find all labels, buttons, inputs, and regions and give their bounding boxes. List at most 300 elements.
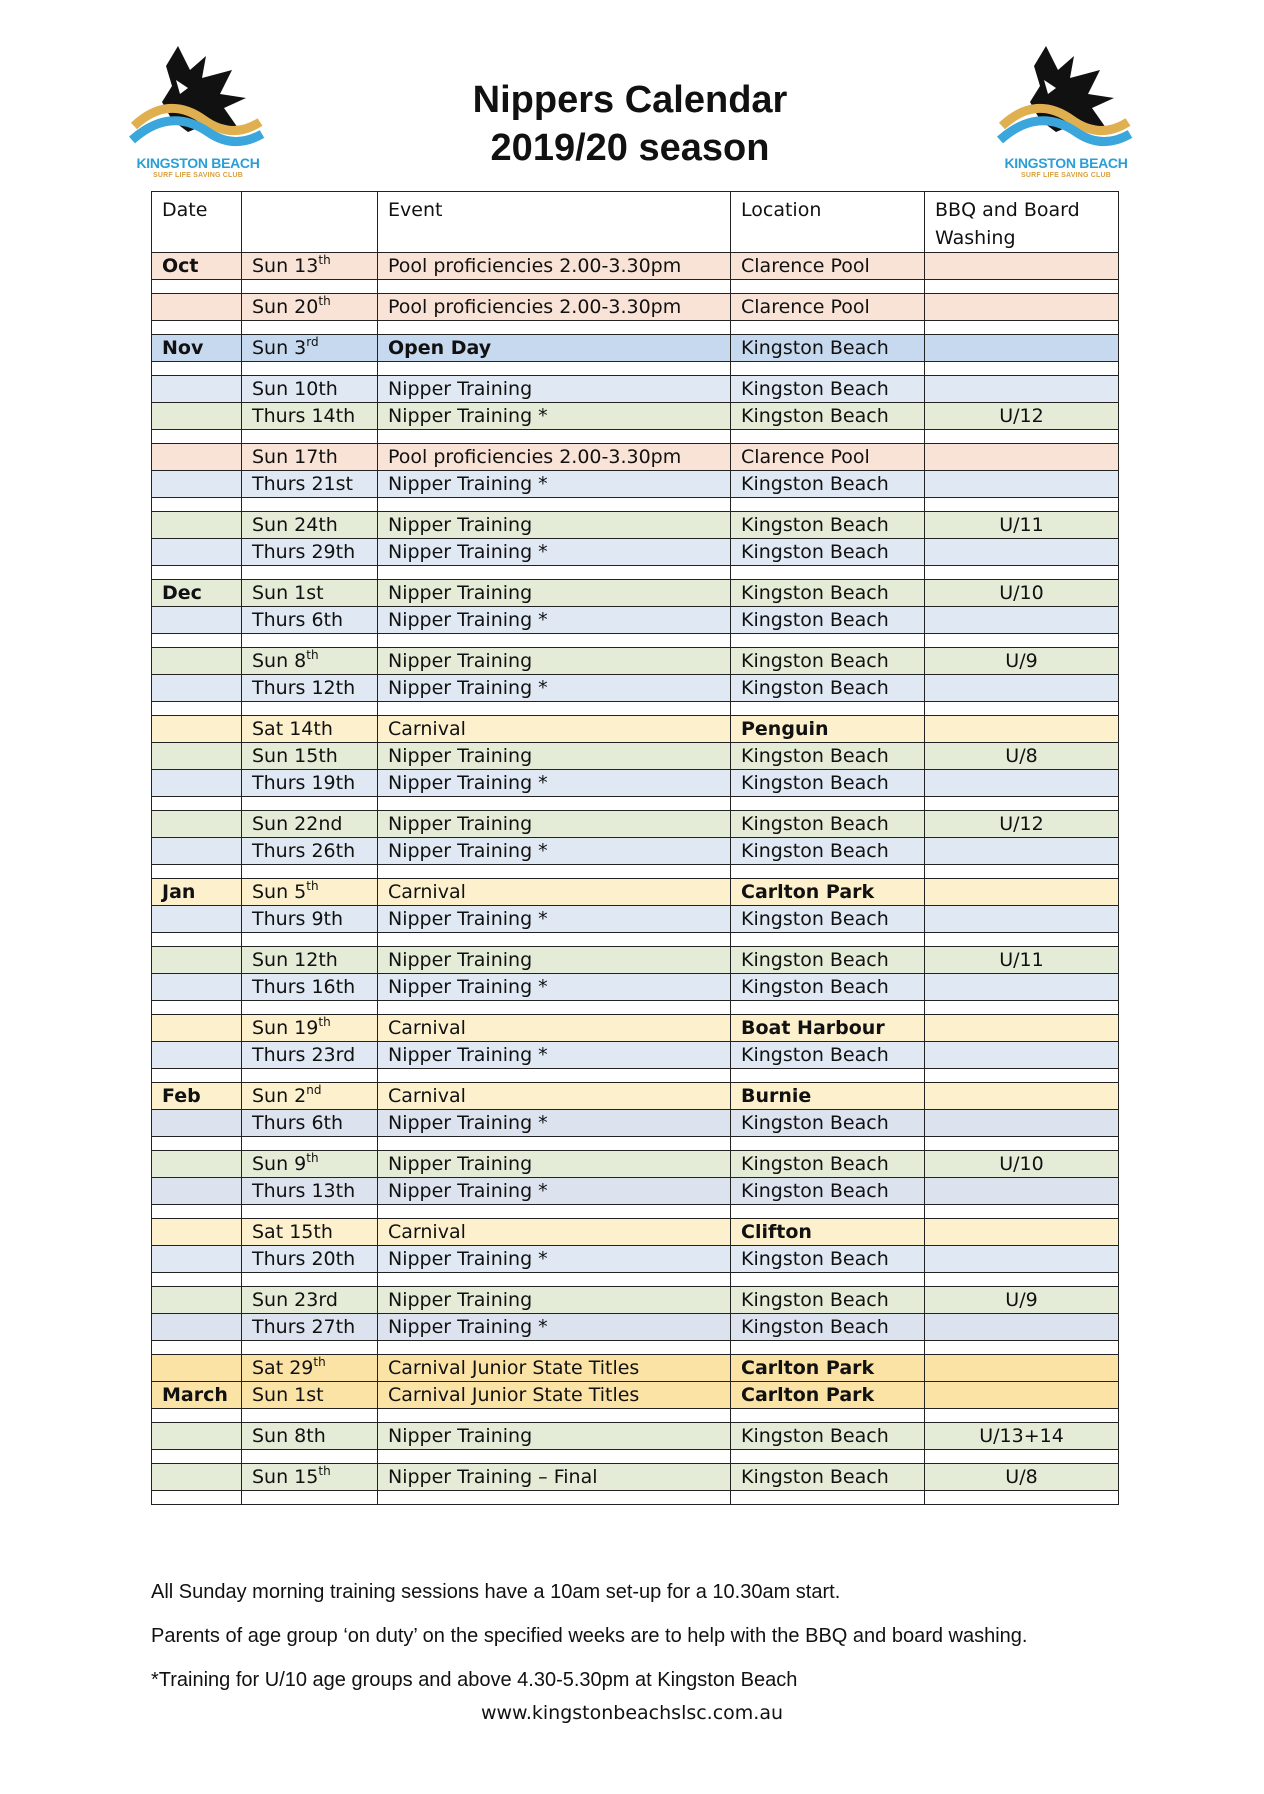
note-parents: Parents of age group ‘on duty’ on the specified weeks are to help with the BBQ and board washing. [151, 1625, 1028, 1647]
event-cell [378, 1042, 731, 1069]
spacer-cell [925, 1409, 1119, 1423]
spacer-cell [242, 1069, 378, 1083]
spacer-cell [152, 566, 242, 580]
day-cell [242, 743, 378, 770]
spacer-cell [731, 1069, 925, 1083]
day-label: Thurs 6th [252, 609, 344, 631]
spacer-cell [731, 702, 925, 716]
event-label: Nipper Training * [388, 908, 548, 930]
event-cell [378, 974, 731, 1001]
spacer-cell [378, 1205, 731, 1219]
spacer-cell [731, 1137, 925, 1151]
day-ordinal: th [318, 1015, 331, 1029]
location-cell [731, 648, 925, 675]
spacer-row [152, 362, 1119, 376]
spacer-cell [925, 362, 1119, 376]
month-cell [152, 444, 242, 471]
bbq-cell [925, 1015, 1119, 1042]
spacer-cell [378, 1341, 731, 1355]
day-label: Sun 17th [252, 446, 338, 468]
month-cell [152, 1287, 242, 1314]
location-cell [731, 580, 925, 607]
spacer-cell [731, 1409, 925, 1423]
spacer-row [152, 1409, 1119, 1423]
event-label: Nipper Training [388, 582, 533, 604]
table-row [152, 1151, 1119, 1178]
spacer-cell [152, 1137, 242, 1151]
day-label: Thurs 6th [252, 1112, 344, 1134]
bbq-group-label: U/8 [1005, 745, 1038, 767]
spacer-cell [925, 1273, 1119, 1287]
location-cell [731, 1355, 925, 1382]
bbq-group-label: U/10 [999, 582, 1044, 604]
bbq-group-label: U/8 [1005, 1466, 1038, 1488]
month-label: Dec [162, 582, 202, 604]
table-row [152, 838, 1119, 865]
day-cell [242, 580, 378, 607]
day-cell [242, 1287, 378, 1314]
location-label: Kingston Beach [741, 840, 889, 862]
event-cell [378, 580, 731, 607]
spacer-cell [152, 1341, 242, 1355]
event-label: Nipper Training * [388, 1316, 548, 1338]
event-cell [378, 1464, 731, 1491]
spacer-cell [378, 498, 731, 512]
spacer-cell [242, 933, 378, 947]
spacer-cell [378, 797, 731, 811]
day-cell [242, 675, 378, 702]
spacer-cell [731, 1341, 925, 1355]
logo-text-club-name: KINGSTON BEACH [136, 155, 260, 171]
bbq-cell [925, 1314, 1119, 1341]
bbq-cell [925, 580, 1119, 607]
day-label: Sun 9 [252, 1153, 307, 1175]
spacer-row [152, 498, 1119, 512]
spacer-row [152, 865, 1119, 879]
location-label: Boat Harbour [741, 1017, 885, 1039]
spacer-cell [152, 797, 242, 811]
event-label: Nipper Training * [388, 1044, 548, 1066]
table-row [152, 675, 1119, 702]
spacer-cell [242, 1450, 378, 1464]
day-label: Sun 22nd [252, 813, 343, 835]
spacer-cell [378, 1450, 731, 1464]
day-cell [242, 1083, 378, 1110]
spacer-cell [242, 1001, 378, 1015]
location-cell [731, 743, 925, 770]
spacer-cell [731, 797, 925, 811]
table-row [152, 974, 1119, 1001]
spacer-cell [242, 1205, 378, 1219]
table-row [152, 879, 1119, 906]
bbq-cell [925, 675, 1119, 702]
month-cell [152, 471, 242, 498]
bbq-cell [925, 1110, 1119, 1137]
event-label: Nipper Training * [388, 609, 548, 631]
location-label: Kingston Beach [741, 337, 889, 359]
location-label: Kingston Beach [741, 1180, 889, 1202]
month-cell [152, 1246, 242, 1273]
table-row [152, 580, 1119, 607]
website-link[interactable]: www.kingstonbeachslsc.com.au [480, 1702, 784, 1724]
day-label: Thurs 14th [252, 405, 356, 427]
month-cell [152, 838, 242, 865]
event-cell [378, 947, 731, 974]
day-ordinal: th [318, 294, 331, 308]
location-cell [731, 1314, 925, 1341]
location-cell [731, 906, 925, 933]
day-label: Thurs 23rd [252, 1044, 356, 1066]
event-cell [378, 376, 731, 403]
spacer-cell [925, 1205, 1119, 1219]
spacer-cell [731, 1491, 925, 1505]
event-cell [378, 675, 731, 702]
day-cell [242, 1219, 378, 1246]
bbq-cell [925, 811, 1119, 838]
location-label: Clarence Pool [741, 296, 870, 318]
event-cell [378, 1178, 731, 1205]
location-cell [731, 1423, 925, 1450]
day-cell [242, 1355, 378, 1382]
location-cell [731, 335, 925, 362]
dragon-logo-icon [128, 36, 268, 156]
event-cell [378, 1151, 731, 1178]
note-setup: All Sunday morning training sessions have a 10am set-up for a 10.30am start. [151, 1581, 841, 1603]
event-cell [378, 1355, 731, 1382]
location-cell [731, 471, 925, 498]
day-label: Sun 8 [252, 650, 307, 672]
event-cell [378, 1219, 731, 1246]
day-cell [242, 335, 378, 362]
spacer-cell [242, 498, 378, 512]
event-label: Carnival [388, 718, 466, 740]
location-cell [731, 376, 925, 403]
table-row [152, 1464, 1119, 1491]
spacer-cell [378, 865, 731, 879]
month-cell [152, 376, 242, 403]
table-row [152, 770, 1119, 797]
day-cell [242, 770, 378, 797]
bbq-cell [925, 974, 1119, 1001]
table-row [152, 648, 1119, 675]
spacer-cell [152, 430, 242, 444]
location-label: Kingston Beach [741, 609, 889, 631]
location-label: Kingston Beach [741, 1289, 889, 1311]
bbq-cell [925, 403, 1119, 430]
bbq-cell [925, 607, 1119, 634]
bbq-cell [925, 1423, 1119, 1450]
table-row [152, 1178, 1119, 1205]
event-label: Nipper Training * [388, 541, 548, 563]
location-cell [731, 1110, 925, 1137]
day-cell [242, 1178, 378, 1205]
bbq-cell [925, 1464, 1119, 1491]
spacer-row [152, 1205, 1119, 1219]
day-label: Sun 2 [252, 1085, 307, 1107]
table-row [152, 1355, 1119, 1382]
spacer-cell [731, 634, 925, 648]
bbq-cell [925, 879, 1119, 906]
spacer-cell [925, 1341, 1119, 1355]
table-row [152, 811, 1119, 838]
event-cell [378, 1083, 731, 1110]
event-label: Nipper Training * [388, 772, 548, 794]
day-label: Thurs 16th [252, 976, 356, 998]
table-row [152, 1246, 1119, 1273]
spacer-cell [731, 1273, 925, 1287]
month-cell [152, 1464, 242, 1491]
location-cell [731, 1382, 925, 1409]
day-cell [242, 716, 378, 743]
spacer-row [152, 933, 1119, 947]
spacer-cell [242, 634, 378, 648]
location-label: Kingston Beach [741, 650, 889, 672]
spacer-cell [152, 1069, 242, 1083]
day-cell [242, 512, 378, 539]
event-label: Nipper Training * [388, 473, 548, 495]
month-cell [152, 716, 242, 743]
bbq-group-label: U/9 [1005, 1289, 1038, 1311]
spacer-cell [152, 865, 242, 879]
event-label: Carnival Junior State Titles [388, 1357, 640, 1379]
location-cell [731, 716, 925, 743]
spacer-cell [242, 362, 378, 376]
event-cell [378, 1287, 731, 1314]
day-label: Thurs 9th [252, 908, 344, 930]
day-cell [242, 1015, 378, 1042]
day-label: Sun 24th [252, 514, 338, 536]
spacer-cell [378, 321, 731, 335]
spacer-row [152, 1450, 1119, 1464]
header-location: Location [731, 192, 925, 253]
spacer-row [152, 280, 1119, 294]
month-cell [152, 580, 242, 607]
event-cell [378, 1314, 731, 1341]
spacer-cell [152, 321, 242, 335]
table-row [152, 471, 1119, 498]
table-row [152, 716, 1119, 743]
event-cell [378, 444, 731, 471]
bbq-cell [925, 770, 1119, 797]
month-label: Oct [162, 255, 199, 277]
event-label: Nipper Training [388, 1289, 533, 1311]
day-label: Sun 1st [252, 582, 324, 604]
spacer-cell [378, 1491, 731, 1505]
spacer-cell [378, 933, 731, 947]
event-cell [378, 838, 731, 865]
day-cell [242, 1042, 378, 1069]
event-cell [378, 1110, 731, 1137]
location-label: Kingston Beach [741, 473, 889, 495]
day-label: Sun 13 [252, 255, 319, 277]
day-label: Sat 14th [252, 718, 333, 740]
event-label: Nipper Training * [388, 405, 548, 427]
spacer-cell [925, 321, 1119, 335]
notes [151, 1570, 1027, 1702]
event-cell [378, 1246, 731, 1273]
spacer-cell [731, 865, 925, 879]
event-label: Pool proficiencies 2.00-3.30pm [388, 296, 682, 318]
day-label: Sun 15 [252, 1466, 319, 1488]
month-cell [152, 1314, 242, 1341]
bbq-cell [925, 947, 1119, 974]
bbq-cell [925, 838, 1119, 865]
event-cell [378, 539, 731, 566]
spacer-cell [242, 865, 378, 879]
table-row [152, 1110, 1119, 1137]
header-date: Date [152, 192, 242, 253]
spacer-cell [152, 1409, 242, 1423]
location-cell [731, 770, 925, 797]
month-cell [152, 974, 242, 1001]
day-cell [242, 539, 378, 566]
location-label: Kingston Beach [741, 1248, 889, 1270]
spacer-cell [152, 933, 242, 947]
spacer-cell [242, 321, 378, 335]
month-cell [152, 512, 242, 539]
spacer-cell [378, 430, 731, 444]
note-training-times: *Training for U/10 age groups and above 4.30-5.30pm at Kingston Beach [151, 1669, 798, 1691]
spacer-cell [731, 430, 925, 444]
location-label: Burnie [741, 1085, 812, 1107]
event-cell [378, 607, 731, 634]
table-row [152, 1423, 1119, 1450]
bbq-cell [925, 1219, 1119, 1246]
location-label: Kingston Beach [741, 378, 889, 400]
spacer-cell [731, 933, 925, 947]
event-cell [378, 743, 731, 770]
location-cell [731, 1083, 925, 1110]
location-label: Kingston Beach [741, 1153, 889, 1175]
calendar-body [152, 253, 1119, 1505]
location-label: Kingston Beach [741, 1466, 889, 1488]
spacer-cell [242, 430, 378, 444]
logo-text-club-type: SURF LIFE SAVING CLUB [152, 172, 243, 179]
spacer-cell [925, 498, 1119, 512]
day-ordinal: th [306, 879, 319, 893]
day-cell [242, 1382, 378, 1409]
location-label: Kingston Beach [741, 514, 889, 536]
location-label: Kingston Beach [741, 582, 889, 604]
table-row [152, 906, 1119, 933]
day-cell [242, 253, 378, 280]
day-label: Sun 19 [252, 1017, 319, 1039]
day-label: Sun 5 [252, 881, 307, 903]
table-row [152, 607, 1119, 634]
spacer-cell [731, 1205, 925, 1219]
location-cell [731, 838, 925, 865]
spacer-cell [925, 566, 1119, 580]
table-row [152, 376, 1119, 403]
month-label: March [162, 1384, 228, 1406]
location-label: Kingston Beach [741, 1044, 889, 1066]
event-label: Nipper Training * [388, 840, 548, 862]
location-label: Kingston Beach [741, 949, 889, 971]
spacer-cell [925, 1001, 1119, 1015]
location-label: Kingston Beach [741, 1316, 889, 1338]
location-label: Clarence Pool [741, 255, 870, 277]
day-cell [242, 403, 378, 430]
location-label: Kingston Beach [741, 813, 889, 835]
location-label: Kingston Beach [741, 1425, 889, 1447]
day-ordinal: rd [306, 335, 319, 349]
location-cell [731, 607, 925, 634]
bbq-cell [925, 743, 1119, 770]
title-line-1: Nippers Calendar [472, 79, 788, 121]
spacer-cell [378, 1001, 731, 1015]
bbq-cell [925, 335, 1119, 362]
location-label: Kingston Beach [741, 976, 889, 998]
spacer-cell [152, 1001, 242, 1015]
day-cell [242, 838, 378, 865]
bbq-cell [925, 1042, 1119, 1069]
event-label: Nipper Training [388, 745, 533, 767]
month-label: Feb [162, 1085, 201, 1107]
spacer-row [152, 1137, 1119, 1151]
location-label: Kingston Beach [741, 908, 889, 930]
spacer-cell [925, 1450, 1119, 1464]
spacer-cell [925, 280, 1119, 294]
spacer-cell [378, 1273, 731, 1287]
day-cell [242, 1423, 378, 1450]
bbq-cell [925, 539, 1119, 566]
day-cell [242, 1314, 378, 1341]
location-cell [731, 403, 925, 430]
header-day [242, 192, 378, 253]
month-label: Nov [162, 337, 204, 359]
location-label: Carlton Park [741, 1384, 875, 1406]
location-label: Kingston Beach [741, 772, 889, 794]
spacer-cell [242, 566, 378, 580]
event-label: Nipper Training [388, 949, 533, 971]
event-cell [378, 1015, 731, 1042]
location-cell [731, 512, 925, 539]
event-label: Carnival [388, 1085, 466, 1107]
table-row [152, 335, 1119, 362]
location-cell [731, 811, 925, 838]
event-cell [378, 770, 731, 797]
event-label: Nipper Training [388, 813, 533, 835]
event-cell [378, 906, 731, 933]
spacer-cell [925, 797, 1119, 811]
spacer-cell [378, 566, 731, 580]
event-label: Nipper Training * [388, 1180, 548, 1202]
spacer-row [152, 1341, 1119, 1355]
spacer-row [152, 634, 1119, 648]
day-label: Sun 15th [252, 745, 338, 767]
event-cell [378, 253, 731, 280]
spacer-cell [152, 498, 242, 512]
day-cell [242, 607, 378, 634]
location-cell [731, 253, 925, 280]
club-logo-right [996, 36, 1136, 186]
day-label: Sun 23rd [252, 1289, 338, 1311]
spacer-cell [242, 1273, 378, 1287]
day-label: Thurs 20th [252, 1248, 356, 1270]
spacer-cell [242, 1137, 378, 1151]
location-label: Kingston Beach [741, 541, 889, 563]
bbq-group-label: U/13+14 [979, 1425, 1064, 1447]
spacer-cell [731, 321, 925, 335]
month-cell [152, 743, 242, 770]
location-label: Kingston Beach [741, 677, 889, 699]
day-label: Thurs 13th [252, 1180, 356, 1202]
event-label: Open Day [388, 337, 492, 359]
location-cell [731, 1464, 925, 1491]
table-row [152, 539, 1119, 566]
event-cell [378, 879, 731, 906]
spacer-cell [242, 702, 378, 716]
